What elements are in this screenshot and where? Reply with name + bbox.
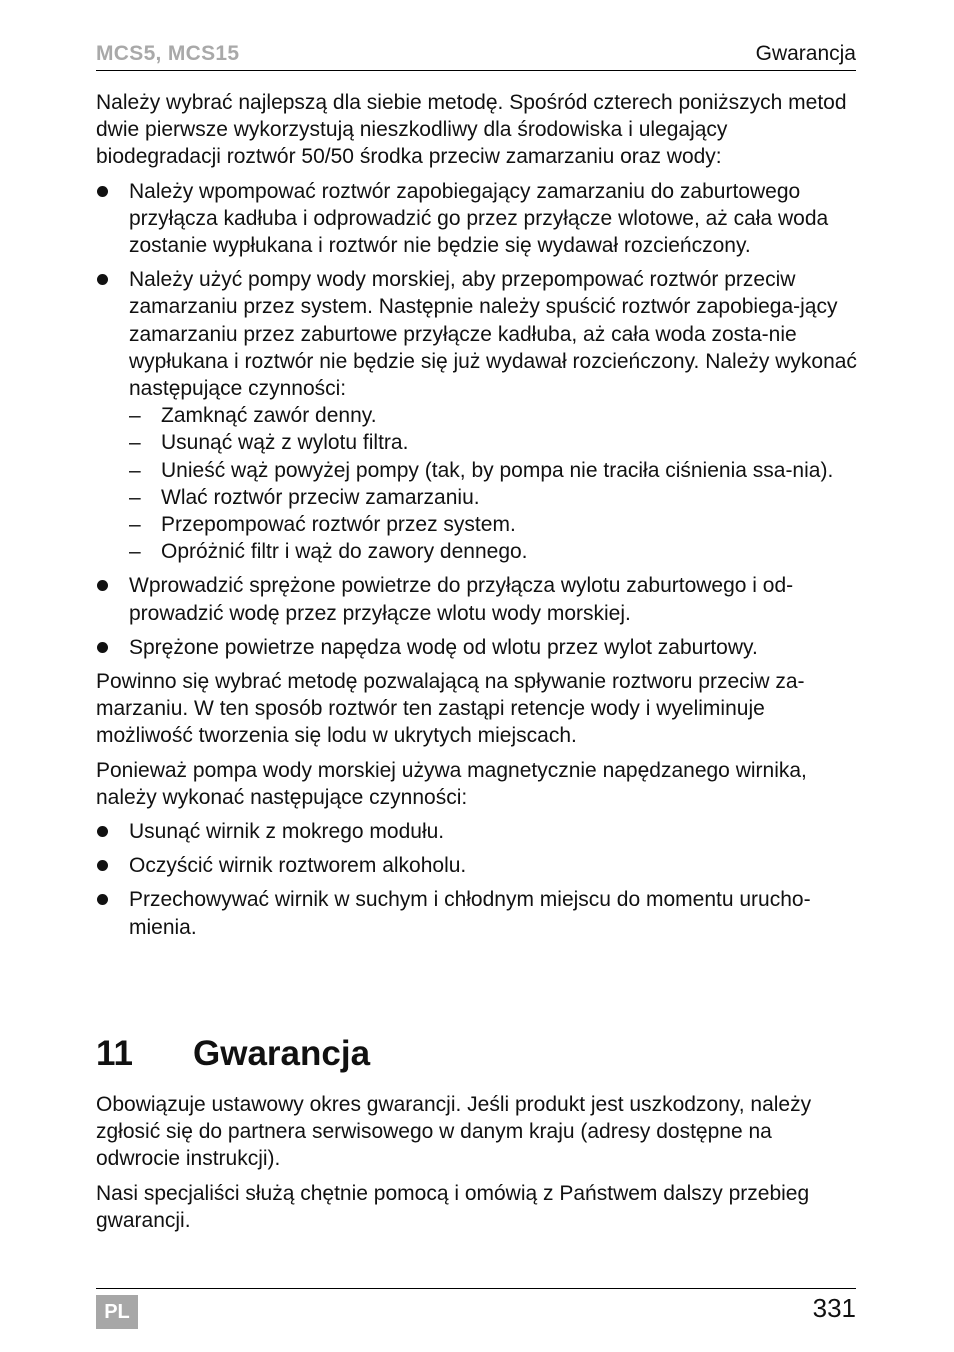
step-item bbox=[129, 429, 858, 456]
intro-paragraph: Należy wybrać najlepszą dla siebie metodę. Spośród czterech poniższych metod dwie pierwsze wykorzystują nieszkodliwy dla środowiska i ulegający biodegradacji roztwór 50/50 środka przeciw zamarzaniu oraz wody: bbox=[96, 91, 847, 169]
language-badge: PL bbox=[96, 1295, 138, 1329]
list-item bbox=[96, 886, 858, 940]
header-model: MCS5, MCS15 bbox=[96, 42, 240, 65]
bullet-icon bbox=[97, 642, 108, 653]
page-footer bbox=[96, 1288, 856, 1331]
step-text: Usunąć wąż z wylotu filtra. bbox=[161, 431, 409, 455]
list-item-text: Sprężone powietrze napędza wodę od wlotu przez wylot zaburtowy. bbox=[129, 635, 758, 659]
warranty-content bbox=[96, 1091, 858, 1241]
bullet-icon bbox=[97, 274, 108, 285]
step-item bbox=[129, 457, 858, 484]
method-list bbox=[96, 178, 858, 661]
step-item bbox=[129, 538, 858, 565]
list-item-text: Usunąć wirnik z mokrego modułu. bbox=[129, 820, 445, 844]
step-text: Wlać roztwór przeciw zamarzaniu. bbox=[161, 485, 480, 509]
list-item bbox=[96, 572, 858, 626]
dash-marker: – bbox=[129, 513, 141, 537]
list-item-text: Należy wpompować roztwór zapobiegający zamarzaniu do zaburtowego przyłącza kadłuba i odprowadzić go przez przyłącze wlotowe, aż cała woda zostanie wypłukana i roztwór nie będzie się wydawał rozcieńczony. bbox=[129, 179, 829, 258]
bullet-icon bbox=[97, 860, 108, 871]
bullet-icon bbox=[97, 894, 108, 905]
body-content bbox=[96, 89, 858, 948]
impeller-paragraph: Ponieważ pompa wody morskiej używa magnetycznie napędzanego wirnika, należy wykonać następujące czynności: bbox=[96, 758, 807, 809]
step-item bbox=[129, 402, 858, 429]
list-item-text: Należy użyć pompy wody morskiej, aby przepompować roztwór przeciw zamarzaniu przez system. Następnie należy spuścić roztwór zapobiega-jący zamarzaniu przez zaburtowe przyłącze kadłuba, aż cała woda zosta-nie wypłukana i roztwór nie będzie się już wydawał rozcieńczony. Należy wykonać następujące czynności: bbox=[129, 268, 857, 401]
step-text: Przepompować roztwór przez system. bbox=[161, 513, 516, 537]
bullet-icon bbox=[97, 580, 108, 591]
step-text: Zamknąć zawór denny. bbox=[161, 404, 377, 428]
list-item bbox=[96, 634, 858, 661]
list-item-text: Wprowadzić sprężone powietrze do przyłącza wylotu zaburtowego i od-prowadzić wodę przez przyłącze wlotu wody morskiej. bbox=[129, 574, 794, 625]
section-number: 11 bbox=[96, 1034, 133, 1073]
warranty-paragraph: Obowiązuje ustawowy okres gwarancji. Jeśli produkt jest uszkodzony, należy zgłosić się do partnera serwisowego w danym kraju (adresy dostępne na odwrocie instrukcji). bbox=[96, 1093, 812, 1171]
section-heading bbox=[96, 1033, 370, 1075]
step-item bbox=[129, 511, 858, 538]
bullet-icon bbox=[97, 826, 108, 837]
dash-marker: – bbox=[129, 404, 141, 428]
list-item-text: Oczyścić wirnik roztworem alkoholu. bbox=[129, 854, 467, 878]
drainage-paragraph: Powinno się wybrać metodę pozwalającą na spływanie roztworu przeciw za-marzaniu. W ten sposób roztwór ten zastąpi retencje wody i wyeliminuje możliwość tworzenia się lodu w ukrytych miejscach. bbox=[96, 670, 805, 748]
step-item bbox=[129, 484, 858, 511]
dash-marker: – bbox=[129, 540, 141, 564]
step-text: Unieść wąż powyżej pompy (tak, by pompa nie traciła ciśnienia ssa-nia). bbox=[161, 458, 834, 482]
dash-marker: – bbox=[129, 431, 141, 455]
list-item-text: Przechowywać wirnik w suchym i chłodnym miejscu do momentu urucho-mienia. bbox=[129, 888, 811, 939]
section-title-text: Gwarancja bbox=[193, 1034, 371, 1073]
list-item bbox=[96, 818, 858, 845]
impeller-list bbox=[96, 818, 858, 941]
list-item bbox=[96, 266, 858, 565]
warranty-paragraph: Nasi specjaliści służą chętnie pomocą i omówią z Państwem dalszy przebieg gwarancji. bbox=[96, 1181, 810, 1232]
step-text: Opróżnić filtr i wąż do zawory dennego. bbox=[161, 540, 528, 564]
step-list bbox=[129, 402, 858, 565]
list-item bbox=[96, 852, 858, 879]
list-item bbox=[96, 178, 858, 260]
header-chapter: Gwarancja bbox=[755, 42, 856, 65]
page-number: 331 bbox=[812, 1293, 856, 1323]
bullet-icon bbox=[97, 186, 108, 197]
page-header bbox=[96, 40, 856, 71]
dash-marker: – bbox=[129, 485, 141, 509]
dash-marker: – bbox=[129, 458, 141, 482]
